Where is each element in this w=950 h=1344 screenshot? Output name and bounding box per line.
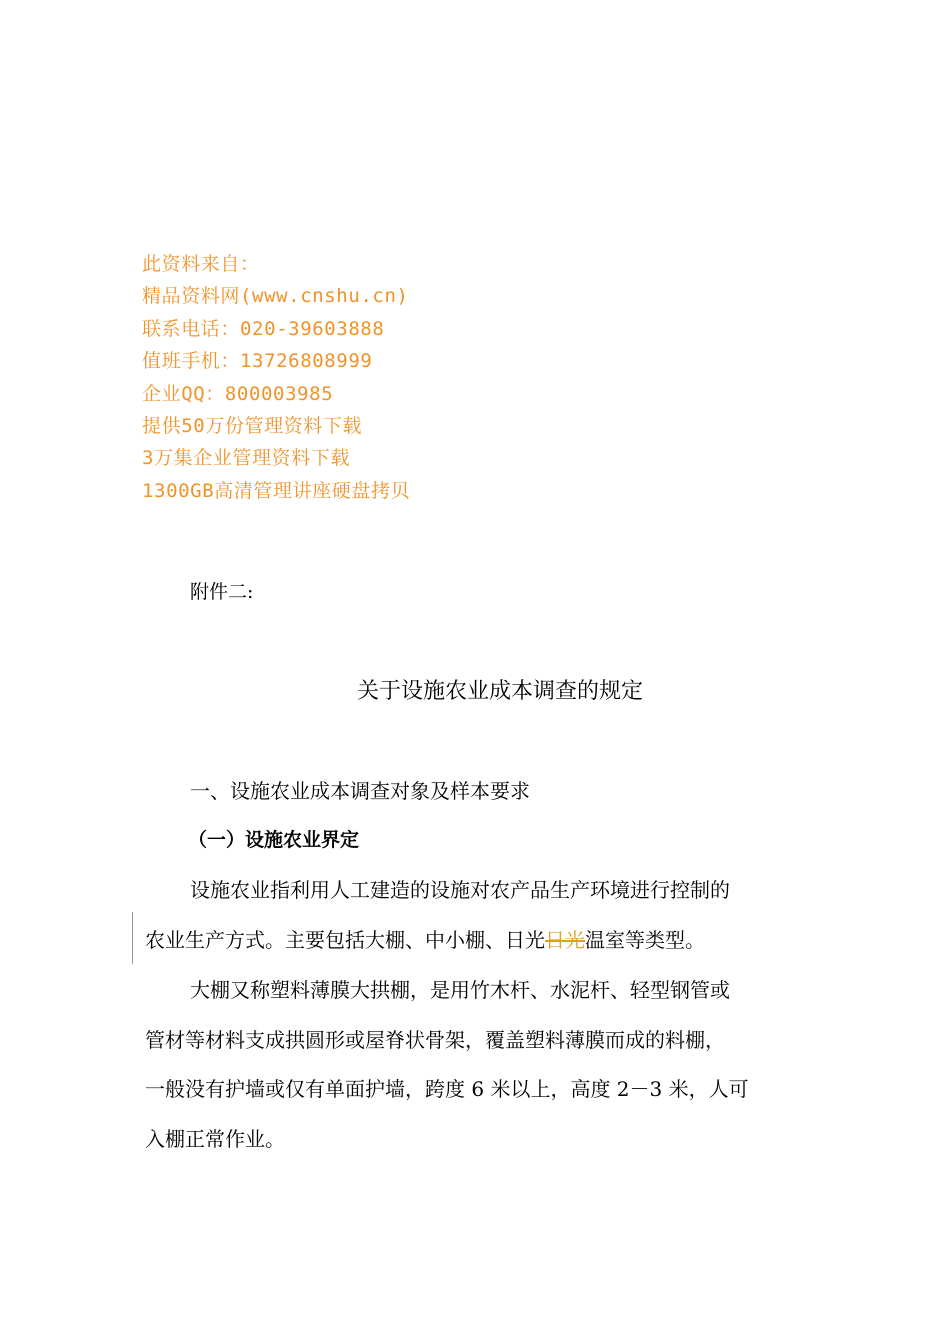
- source-info-block: [142, 248, 642, 507]
- source-line: 此资料来自：: [142, 253, 260, 275]
- paragraph-greenhouse: [145, 966, 810, 1164]
- paragraph-definition: [145, 866, 810, 965]
- deleted-text: 日光: [545, 927, 585, 952]
- offer-line-1: 提供50万份管理资料下载: [142, 414, 363, 437]
- sub-heading: （一）设施农业界定: [188, 829, 360, 851]
- revision-change-bar: [132, 912, 133, 964]
- paragraph-line: 管材等材料支成拱圆形或屋脊状骨架，覆盖塑料薄膜而成的料棚，: [145, 1027, 725, 1052]
- phone-line: 联系电话：020-39603888: [142, 317, 385, 340]
- offer-line-3: 1300GB高清管理讲座硬盘拷贝: [142, 479, 411, 502]
- text-run: 温室等类型。: [585, 927, 705, 952]
- paragraph-line: 一般没有护墙或仅有单面护墙，跨度 6 米以上，高度 2－3 米，人可: [145, 1077, 749, 1101]
- section-heading: 一、设施农业成本调查对象及样本要求: [190, 779, 530, 803]
- paragraph-line: 入棚正常作业。: [145, 1126, 285, 1151]
- qq-line: 企业QQ：800003985: [142, 382, 334, 405]
- paragraph-line: 设施农业指利用人工建造的设施对农产品生产环境进行控制的: [190, 878, 730, 902]
- paragraph-line: [145, 916, 810, 966]
- mobile-line: 值班手机：13726808999: [142, 350, 373, 373]
- paragraph-line: 大棚又称塑料薄膜大拱棚，是用竹木杆、水泥杆、轻型钢管或: [190, 978, 730, 1002]
- text-run: 农业生产方式。主要包括大棚、中小棚、日光: [145, 927, 545, 952]
- document-title: 关于设施农业成本调查的规定: [356, 679, 643, 704]
- attachment-label: 附件二:: [190, 581, 254, 603]
- offer-line-2: 3万集企业管理资料下载: [142, 447, 351, 470]
- website-line: 精品资料网(www.cnshu.cn): [142, 285, 409, 308]
